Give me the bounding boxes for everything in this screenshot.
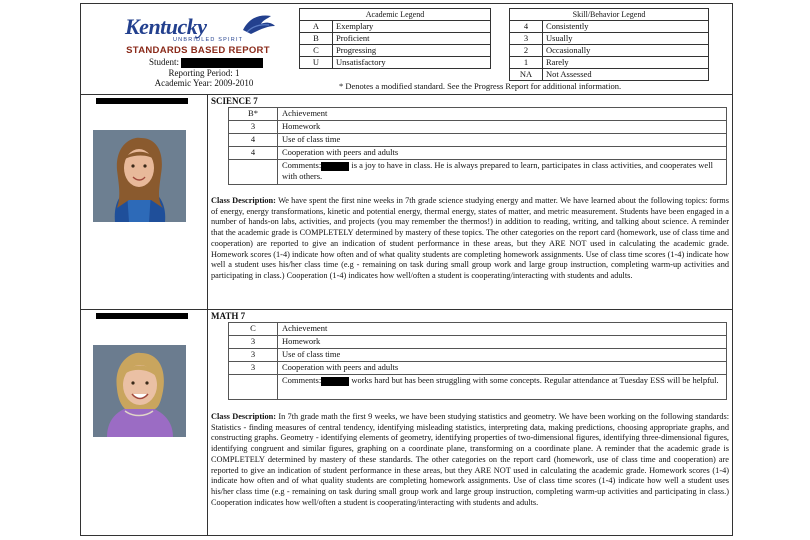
horse-icon [241,10,277,36]
mark-label: Cooperation with peers and adults [278,147,727,160]
mark-grade: B* [229,108,278,121]
mark-label: Achievement [278,323,727,336]
comment-row [229,160,727,185]
skill-behavior-legend [509,8,709,81]
mark-row [229,336,727,349]
legend-row [510,33,709,45]
legend-code: C [300,45,333,57]
class-description [211,412,729,508]
mark-label: Cooperation with peers and adults [278,362,727,375]
legend-row [510,57,709,69]
redacted-name [321,162,349,171]
mark-grade: 4 [229,134,278,147]
legend-code: U [300,57,333,69]
report-header [81,4,732,94]
logo-tagline: UNBRIDLED SPIRIT [173,37,244,43]
teacher-comment [278,160,727,185]
class-description-text: We have spent the first nine weeks in 7th grade science studying energy and matter. We have learned about the following topics: forms of energy, energy transformations, kinetic and potential energy, thermal energy, states of matter, and metric measurement. Students have been engaged in a number of hands-on labs, activities, and projects (you may remember the thermos!) in addition to reading, writing, and talking about science. A reminder that the academic grade is COMPLETELY determined by mastery of these topics. The other categories on the report card (homework, use of class time and cooperation) are reported to give an indication of student performance in these areas, but they ARE NOT used in calculating the academic grade. Homework scores (1-4) indicate how often and of what quality students are completing homework assignments. Use of class time scores (1-4) indicate how well a student uses his/her class time (e.g - remaining on task during small group work and large group instruction, completing warm-up activities and participating in class.) Cooperation (1-4) indicates how well/often a student is cooperating/interacting with students and adults. [211,196,729,280]
teacher-photo-column [81,95,208,310]
subject-title: SCIENCE 7 [211,96,258,106]
legend-row [510,69,709,81]
mark-grade: 4 [229,147,278,160]
comment-text: works hard but has been struggling with some concepts. Regular attendance at Tuesday ESS will be helpful. [351,375,719,385]
academic-legend [299,8,491,69]
modified-standard-note: * Denotes a modified standard. See the Progress Report for additional information. [339,81,622,91]
redacted-teacher-name [96,313,188,319]
legend-code: B [300,33,333,45]
legend-row [300,33,491,45]
report-title: STANDARDS BASED REPORT [126,45,270,56]
legend-row [300,21,491,33]
mark-grade: C [229,323,278,336]
mark-row [229,349,727,362]
legend-label: Consistently [543,21,709,33]
comment-row [229,375,727,400]
mark-row [229,323,727,336]
class-description-label: Class Description: [211,196,276,205]
subject-title: MATH 7 [211,311,246,321]
marks-table [228,107,727,185]
legend-label: Unsatisfactory [333,57,491,69]
legend-row [510,45,709,57]
teacher-comment [278,375,727,400]
legend-code: 4 [510,21,543,33]
logo-wordmark: Kentucky [125,14,207,39]
mark-grade: 3 [229,362,278,375]
reporting-period: Reporting Period: 1 [168,68,240,78]
legend-label: Occasionally [543,45,709,57]
redacted-name [321,377,349,386]
legend-code: 3 [510,33,543,45]
mark-label: Use of class time [278,134,727,147]
redacted-teacher-name [96,98,188,104]
legend-row [300,45,491,57]
teacher-photo [93,130,186,222]
legend-code: 1 [510,57,543,69]
report-card-page [80,3,733,536]
mark-row [229,108,727,121]
redacted-student-name [181,58,263,68]
mark-grade: 3 [229,121,278,134]
comment-label: Comments: [282,160,322,170]
class-description [211,196,729,282]
class-description-text: In 7th grade math the first 9 weeks, we have been studying statistics and geometry. We have been working on the following standards: Statistics - finding measures of central tendency, identifying misleading statistics, interpreting data, making predictions, choosing appropriate graphs, and constructing graphs. Geometry - identifying elements of geometry, identifying properties of two-dimensional figures, identifying three-dimensional figures, identifying congruent and similar figures, graphing on a coordinate plane, transforming on a coordinate plane. A reminder that the academic grade is COMPLETELY determined by mastery of these standards. The other categories on the report card (homework, use of class time and cooperation) are reported to give an indication of student performance in these areas, but they ARE NOT used in calculating the academic grade. Homework scores (1-4) indicate how often and of what quality students are completing homework assignments. Use of class time scores (1-4) indicate how well a student uses his/her class time (e.g - remaining on task during small group work and large group instruction, completing warm-up activities and participating in class.) Cooperation indicates how well/often a student is cooperating/interacting with students and adults. [211,412,730,507]
legend-code: 2 [510,45,543,57]
student-label: Student: [149,57,180,67]
legend-code: NA [510,69,543,81]
legend-label: Rarely [543,57,709,69]
legend-label: Exemplary [333,21,491,33]
mark-label: Homework [278,121,727,134]
mark-row [229,134,727,147]
teacher-photo-column [81,310,208,536]
student-line [149,57,263,68]
class-description-label: Class Description: [211,412,276,421]
mark-label: Achievement [278,108,727,121]
academic-legend-title: Academic Legend [300,9,491,21]
mark-grade: 3 [229,349,278,362]
legend-row [510,21,709,33]
mark-label: Use of class time [278,349,727,362]
legend-code: A [300,21,333,33]
mark-row [229,121,727,134]
mark-label: Homework [278,336,727,349]
kentucky-logo [123,10,283,46]
subject-section-science [81,94,732,310]
mark-grade: 3 [229,336,278,349]
academic-year: Academic Year: 2009-2010 [154,78,254,88]
legend-label: Not Assessed [543,69,709,81]
mark-row [229,362,727,375]
mark-row [229,147,727,160]
legend-label: Proficient [333,33,491,45]
marks-table [228,322,727,400]
legend-label: Usually [543,33,709,45]
skill-legend-title: Skill/Behavior Legend [510,9,709,21]
teacher-photo [93,345,186,437]
subject-section-math [81,309,732,536]
legend-label: Progressing [333,45,491,57]
comment-text: is a joy to have in class. He is always prepared to learn, participates in class activities, and cooperates well with others. [282,160,713,181]
legend-row [300,57,491,69]
comment-label: Comments: [282,375,322,385]
